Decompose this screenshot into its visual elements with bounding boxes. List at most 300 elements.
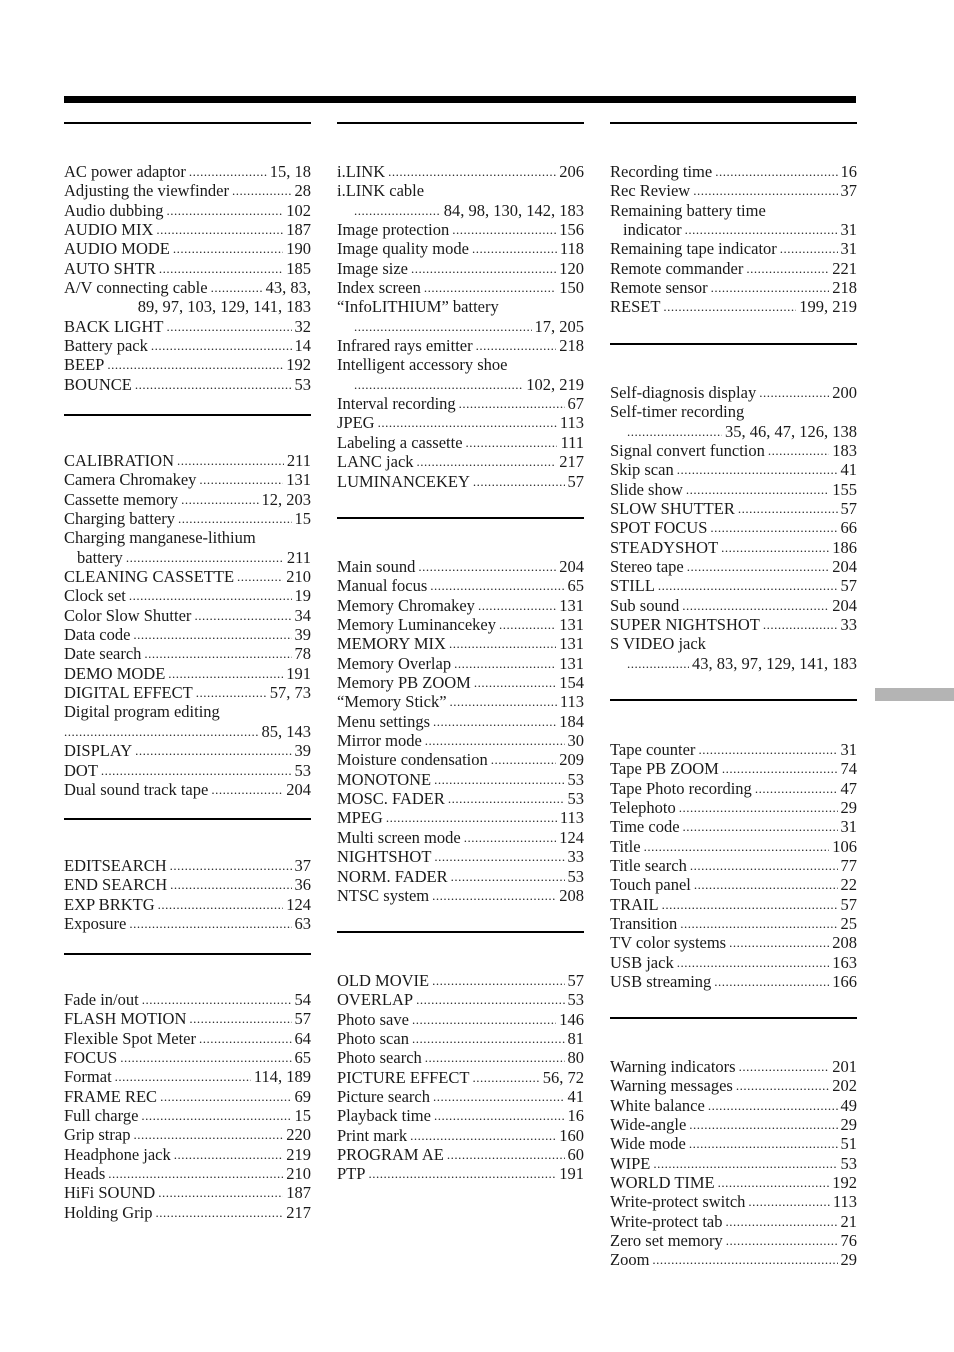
index-entry bbox=[610, 181, 857, 200]
entry-pages: 166 bbox=[832, 972, 857, 992]
entry-pages: 190 bbox=[286, 239, 311, 259]
index-entry bbox=[64, 1048, 311, 1067]
index-entry bbox=[337, 867, 584, 886]
entry-term: “Memory Stick” bbox=[337, 692, 447, 712]
entry-pages: 36 bbox=[294, 875, 311, 895]
entry-term: STILL bbox=[610, 576, 655, 596]
entry-pages: 31 bbox=[840, 220, 857, 240]
index-entry bbox=[337, 413, 584, 432]
section-rule bbox=[64, 818, 311, 820]
dot-leader bbox=[658, 576, 838, 595]
entry-term: Grip strap bbox=[64, 1125, 131, 1145]
entry-term: Color Slow Shutter bbox=[64, 605, 192, 625]
index-entry bbox=[610, 1076, 857, 1095]
dot-leader bbox=[464, 828, 557, 847]
entry-term: Rec Review bbox=[610, 181, 691, 201]
entry-term: Infrared rays emitter bbox=[337, 336, 473, 356]
entry-pages: 35, 46, 47, 126, 138 bbox=[725, 421, 857, 441]
entry-term: BOUNCE bbox=[64, 374, 132, 394]
dot-leader bbox=[368, 1164, 556, 1183]
index-entry bbox=[64, 780, 311, 799]
entry-term: OLD MOVIE bbox=[337, 971, 430, 990]
index-entry bbox=[610, 460, 857, 479]
entry-term: WIPE bbox=[610, 1153, 651, 1173]
dot-leader bbox=[689, 1115, 837, 1134]
entry-pages: 53 bbox=[294, 760, 311, 780]
index-entry bbox=[64, 297, 311, 316]
index-entry bbox=[610, 914, 857, 933]
entry-pages: 53 bbox=[294, 374, 311, 394]
dot-leader bbox=[473, 472, 565, 491]
entry-pages: 16 bbox=[840, 162, 857, 181]
entry-pages: 47 bbox=[840, 778, 857, 798]
entry-pages: 57 bbox=[567, 471, 584, 491]
entry-pages: 41 bbox=[840, 460, 857, 480]
entry-term: MOSC. FADER bbox=[337, 789, 445, 809]
index-entry bbox=[337, 375, 584, 394]
entry-term: Adjusting the viewfinder bbox=[64, 181, 229, 201]
dot-leader bbox=[685, 220, 838, 239]
entry-pages: 155 bbox=[832, 479, 857, 499]
dot-leader bbox=[434, 770, 564, 789]
index-entry bbox=[64, 278, 311, 297]
entry-term: Warning indicators bbox=[610, 1057, 736, 1076]
entry-pages: 211 bbox=[286, 451, 311, 470]
entry-pages: 85, 143 bbox=[261, 721, 311, 741]
entry-pages: 124 bbox=[286, 894, 311, 914]
entry-pages: 156 bbox=[559, 220, 584, 240]
index-entry bbox=[64, 490, 311, 509]
dot-leader bbox=[721, 538, 829, 557]
index-entry bbox=[610, 162, 857, 181]
entry-pages: 102, 219 bbox=[526, 374, 584, 394]
dot-leader bbox=[211, 278, 263, 297]
section-rule bbox=[610, 1017, 857, 1019]
entry-term: Touch panel bbox=[610, 875, 691, 895]
index-entry bbox=[337, 220, 584, 239]
index-entry bbox=[610, 856, 857, 875]
entry-term: TRAIL bbox=[610, 894, 659, 914]
dot-leader bbox=[354, 317, 532, 336]
dot-leader bbox=[199, 470, 283, 489]
dot-leader bbox=[155, 1203, 283, 1222]
index-section bbox=[64, 451, 311, 799]
index-entry bbox=[610, 259, 857, 278]
dot-leader bbox=[424, 278, 556, 297]
dot-leader bbox=[410, 1126, 556, 1145]
dot-leader bbox=[472, 1068, 539, 1087]
entry-pages: 15 bbox=[294, 1106, 311, 1126]
entry-pages: 15 bbox=[294, 509, 311, 529]
entry-term: Format bbox=[64, 1067, 112, 1087]
entry-pages: 120 bbox=[559, 258, 584, 278]
dot-leader bbox=[726, 1231, 838, 1250]
section-rule bbox=[610, 343, 857, 345]
dot-leader bbox=[412, 1010, 556, 1029]
entry-term: Signal convert function bbox=[610, 441, 765, 461]
index-entry bbox=[337, 673, 584, 692]
entry-term: Flexible Spot Meter bbox=[64, 1028, 196, 1048]
index-entry bbox=[64, 528, 311, 547]
entry-pages: 118 bbox=[559, 239, 584, 259]
entry-pages: 31 bbox=[840, 817, 857, 837]
entry-term: Memory Overlap bbox=[337, 653, 452, 673]
entry-term: Holding Grip bbox=[64, 1202, 153, 1222]
dot-leader bbox=[158, 1183, 283, 1202]
dot-leader bbox=[448, 789, 565, 808]
index-entry bbox=[337, 596, 584, 615]
dot-leader bbox=[425, 731, 565, 750]
index-entry bbox=[64, 548, 311, 567]
entry-pages: 33 bbox=[840, 615, 857, 635]
entry-pages: 22 bbox=[840, 875, 857, 895]
entry-term: Memory Luminancekey bbox=[337, 615, 496, 635]
dot-leader bbox=[378, 413, 557, 432]
entry-pages: 206 bbox=[559, 162, 584, 181]
index-entry bbox=[610, 576, 857, 595]
index-entry bbox=[610, 441, 857, 460]
entry-pages: 37 bbox=[840, 181, 857, 201]
entry-term: S VIDEO jack bbox=[610, 634, 706, 654]
dot-leader bbox=[652, 1250, 837, 1269]
dot-leader bbox=[474, 673, 556, 692]
index-entry bbox=[610, 480, 857, 499]
dot-leader bbox=[178, 509, 291, 528]
dot-leader bbox=[663, 297, 796, 316]
dot-leader bbox=[627, 654, 689, 673]
entry-term: Heads bbox=[64, 1164, 106, 1184]
index-entry bbox=[64, 1145, 311, 1164]
dot-leader bbox=[177, 451, 284, 470]
entry-pages: 202 bbox=[832, 1076, 857, 1096]
entry-pages: 184 bbox=[559, 711, 584, 731]
entry-pages: 192 bbox=[286, 355, 311, 375]
index-entry bbox=[64, 1087, 311, 1106]
entry-pages: 21 bbox=[840, 1211, 857, 1231]
entry-pages: 43, 83, bbox=[265, 278, 311, 298]
entry-term: Print mark bbox=[337, 1125, 408, 1145]
dot-leader bbox=[449, 634, 556, 653]
entry-pages: 220 bbox=[286, 1125, 311, 1145]
entry-pages: 191 bbox=[559, 1164, 584, 1184]
entry-term: FOCUS bbox=[64, 1048, 118, 1068]
entry-term: AUDIO MODE bbox=[64, 239, 170, 259]
entry-term: HiFi SOUND bbox=[64, 1183, 156, 1203]
entry-term: USB streaming bbox=[610, 972, 712, 992]
entry-term: Full charge bbox=[64, 1106, 139, 1126]
dot-leader bbox=[142, 990, 292, 1009]
entry-pages: 29 bbox=[840, 1250, 857, 1270]
dot-leader bbox=[101, 761, 292, 780]
entry-term: Interval recording bbox=[337, 394, 456, 414]
entry-term: Charging battery bbox=[64, 509, 176, 529]
dot-leader bbox=[159, 259, 283, 278]
index-section bbox=[610, 383, 857, 673]
dot-leader bbox=[768, 441, 829, 460]
entry-pages: 12, 203 bbox=[261, 489, 311, 509]
index-entry bbox=[64, 856, 311, 875]
entry-pages: 113 bbox=[559, 413, 584, 433]
entry-pages: 60 bbox=[567, 1145, 584, 1165]
dot-leader bbox=[211, 780, 283, 799]
dot-leader bbox=[653, 1154, 837, 1173]
index-entry bbox=[337, 278, 584, 297]
index-entry bbox=[337, 201, 584, 220]
side-tab-marker bbox=[875, 688, 954, 701]
entry-pages: 57 bbox=[840, 576, 857, 596]
entry-term: Image protection bbox=[337, 220, 450, 240]
index-entry bbox=[610, 1250, 857, 1269]
entry-term: Zoom bbox=[610, 1250, 650, 1270]
index-entry bbox=[337, 317, 584, 336]
entry-term: Headphone jack bbox=[64, 1144, 171, 1164]
entry-term: Intelligent accessory shoe bbox=[337, 355, 508, 375]
dot-leader bbox=[126, 548, 284, 567]
index-entry bbox=[64, 875, 311, 894]
entry-term: battery bbox=[77, 547, 123, 567]
index-entry bbox=[610, 596, 857, 615]
index-entry bbox=[64, 317, 311, 336]
dot-leader bbox=[151, 336, 292, 355]
entry-term: Picture search bbox=[337, 1087, 430, 1107]
index-entry bbox=[64, 162, 311, 181]
dot-leader bbox=[141, 1106, 291, 1125]
entry-pages: 113 bbox=[832, 1192, 857, 1212]
index-entry bbox=[337, 654, 584, 673]
entry-term: “InfoLITHIUM” battery bbox=[337, 297, 499, 317]
dot-leader bbox=[759, 383, 829, 402]
entry-term: Title bbox=[610, 836, 641, 856]
dot-leader bbox=[715, 162, 837, 181]
entry-term: SLOW SHUTTER bbox=[610, 499, 735, 519]
dot-leader bbox=[107, 355, 283, 374]
entry-term: Recording time bbox=[610, 162, 713, 181]
dot-leader bbox=[135, 375, 292, 394]
entry-term: LUMINANCEKEY bbox=[337, 471, 470, 491]
entry-pages: 53 bbox=[840, 1153, 857, 1173]
entry-term: Remote sensor bbox=[610, 278, 708, 298]
dot-leader bbox=[115, 1067, 251, 1086]
index-entry bbox=[337, 433, 584, 452]
entry-pages: 183 bbox=[832, 441, 857, 461]
index-entry bbox=[64, 567, 311, 586]
dot-leader bbox=[499, 615, 556, 634]
entry-pages: 66 bbox=[840, 518, 857, 538]
index-entry bbox=[64, 761, 311, 780]
dot-leader bbox=[168, 664, 283, 683]
dot-leader bbox=[690, 856, 838, 875]
index-section bbox=[337, 557, 584, 905]
entry-pages: 53 bbox=[567, 769, 584, 789]
dot-leader bbox=[108, 1164, 283, 1183]
entry-term: Menu settings bbox=[337, 711, 431, 731]
index-entry bbox=[337, 297, 584, 316]
dot-leader bbox=[677, 953, 830, 972]
entry-pages: 53 bbox=[567, 866, 584, 886]
index-entry bbox=[610, 518, 857, 537]
entry-pages: 185 bbox=[286, 258, 311, 278]
entry-term: NORM. FADER bbox=[337, 866, 448, 886]
entry-pages: 57 bbox=[567, 971, 584, 990]
index-entry bbox=[64, 470, 311, 489]
entry-term: Remaining tape indicator bbox=[610, 239, 777, 259]
section-rule bbox=[337, 931, 584, 933]
index-entry bbox=[610, 759, 857, 778]
dot-leader bbox=[417, 452, 557, 471]
entry-term: Remaining battery time bbox=[610, 200, 766, 220]
index-section bbox=[64, 990, 311, 1222]
entry-pages: 64 bbox=[294, 1028, 311, 1048]
index-entry bbox=[64, 606, 311, 625]
dot-leader bbox=[418, 557, 556, 576]
entry-term: USB jack bbox=[610, 952, 674, 972]
entry-term: i.LINK cable bbox=[337, 181, 425, 201]
index-section bbox=[337, 971, 584, 1184]
dot-leader bbox=[698, 740, 837, 759]
entry-pages: 30 bbox=[567, 731, 584, 751]
dot-leader bbox=[64, 722, 259, 741]
entry-pages: 114, 189 bbox=[253, 1067, 311, 1087]
index-entry bbox=[610, 875, 857, 894]
entry-term: Moisture condensation bbox=[337, 750, 488, 770]
index-entry bbox=[64, 1164, 311, 1183]
dot-leader bbox=[687, 557, 829, 576]
entry-pages: 204 bbox=[559, 557, 584, 576]
dot-leader bbox=[158, 895, 284, 914]
dot-leader bbox=[135, 741, 291, 760]
dot-leader bbox=[174, 1145, 284, 1164]
entry-pages: 57 bbox=[294, 1009, 311, 1029]
entry-term: Cassette memory bbox=[64, 489, 179, 509]
entry-term: MPEG bbox=[337, 808, 383, 828]
dot-leader bbox=[386, 808, 557, 827]
index-entry bbox=[64, 702, 311, 721]
entry-term: indicator bbox=[623, 220, 682, 240]
dot-leader bbox=[689, 1134, 838, 1153]
index-entry bbox=[64, 451, 311, 470]
entry-pages: 131 bbox=[559, 615, 584, 635]
entry-pages: 209 bbox=[559, 750, 584, 770]
dot-leader bbox=[478, 596, 556, 615]
entry-pages: 14 bbox=[294, 336, 311, 356]
index-entry bbox=[610, 895, 857, 914]
entry-pages: 80 bbox=[567, 1048, 584, 1068]
index-entry bbox=[64, 895, 311, 914]
entry-pages: 69 bbox=[294, 1086, 311, 1106]
dot-leader bbox=[447, 1145, 565, 1164]
index-entry bbox=[337, 259, 584, 278]
entry-term: Photo save bbox=[337, 1009, 409, 1029]
entry-term: Slide show bbox=[610, 479, 683, 499]
entry-term: Main sound bbox=[337, 557, 416, 576]
entry-pages: 15, 18 bbox=[269, 162, 311, 181]
entry-pages: 65 bbox=[294, 1048, 311, 1068]
index-entry bbox=[337, 472, 584, 491]
index-entry bbox=[337, 355, 584, 374]
entry-pages: 191 bbox=[286, 663, 311, 683]
dot-leader bbox=[680, 914, 837, 933]
entry-pages: 131 bbox=[286, 470, 311, 490]
index-entry bbox=[337, 847, 584, 866]
dot-leader bbox=[452, 220, 556, 239]
index-entry bbox=[337, 1126, 584, 1145]
entry-term: Remote commander bbox=[610, 258, 744, 278]
entry-term: Camera Chromakey bbox=[64, 470, 197, 490]
dot-leader bbox=[160, 1087, 291, 1106]
entry-term: DIGITAL EFFECT bbox=[64, 683, 193, 703]
entry-term: Photo scan bbox=[337, 1029, 409, 1049]
dot-leader bbox=[711, 278, 830, 297]
entry-pages: 28 bbox=[294, 181, 311, 201]
entry-term: Labeling a cassette bbox=[337, 432, 463, 452]
dot-leader bbox=[710, 518, 837, 537]
index-entry bbox=[337, 808, 584, 827]
index-entry bbox=[337, 1068, 584, 1087]
entry-pages: 218 bbox=[559, 336, 584, 356]
entry-term: SPOT FOCUS bbox=[610, 518, 708, 538]
entry-term: FRAME REC bbox=[64, 1086, 158, 1106]
entry-pages: 32 bbox=[294, 316, 311, 336]
section-rule bbox=[337, 122, 584, 124]
section-rule bbox=[64, 953, 311, 955]
dot-leader bbox=[748, 1192, 829, 1211]
entry-pages: 221 bbox=[832, 258, 857, 278]
entry-pages: 53 bbox=[567, 789, 584, 809]
dot-leader bbox=[425, 1048, 565, 1067]
entry-term: PICTURE EFFECT bbox=[337, 1067, 470, 1087]
entry-term: AUDIO MIX bbox=[64, 220, 154, 240]
dot-leader bbox=[708, 1096, 838, 1115]
entry-pages: 160 bbox=[559, 1125, 584, 1145]
index-entry bbox=[610, 1134, 857, 1153]
entry-pages: 39 bbox=[294, 741, 311, 761]
entry-pages: 29 bbox=[840, 798, 857, 818]
index-entry bbox=[64, 625, 311, 644]
dot-leader bbox=[694, 875, 838, 894]
dot-leader bbox=[354, 201, 441, 220]
index-entry bbox=[64, 201, 311, 220]
entry-pages: 31 bbox=[840, 239, 857, 259]
dot-leader bbox=[432, 971, 564, 990]
index-entry bbox=[610, 837, 857, 856]
index-section bbox=[337, 162, 584, 491]
entry-term: CALIBRATION bbox=[64, 451, 174, 470]
index-entry bbox=[610, 383, 857, 402]
dot-leader bbox=[718, 1173, 830, 1192]
index-entry bbox=[64, 220, 311, 239]
entry-pages: 163 bbox=[832, 952, 857, 972]
entry-pages: 219 bbox=[286, 1144, 311, 1164]
entry-term: DEMO MODE bbox=[64, 663, 166, 683]
dot-leader bbox=[181, 490, 258, 509]
dot-leader bbox=[476, 336, 557, 355]
entry-term: Memory PB ZOOM bbox=[337, 673, 471, 693]
entry-term: Sub sound bbox=[610, 595, 680, 615]
index-entry bbox=[610, 1173, 857, 1192]
entry-term: BACK LIGHT bbox=[64, 316, 164, 336]
index-entry bbox=[337, 1029, 584, 1048]
entry-pages: 154 bbox=[559, 673, 584, 693]
index-entry bbox=[610, 654, 857, 673]
index-entry bbox=[610, 402, 857, 421]
entry-term: Title search bbox=[610, 856, 687, 876]
entry-pages: 34 bbox=[294, 605, 311, 625]
dot-leader bbox=[755, 779, 838, 798]
index-entry bbox=[610, 278, 857, 297]
entry-pages: 57, 73 bbox=[269, 683, 311, 703]
dot-leader bbox=[677, 460, 838, 479]
entry-term: Digital program editing bbox=[64, 702, 220, 722]
